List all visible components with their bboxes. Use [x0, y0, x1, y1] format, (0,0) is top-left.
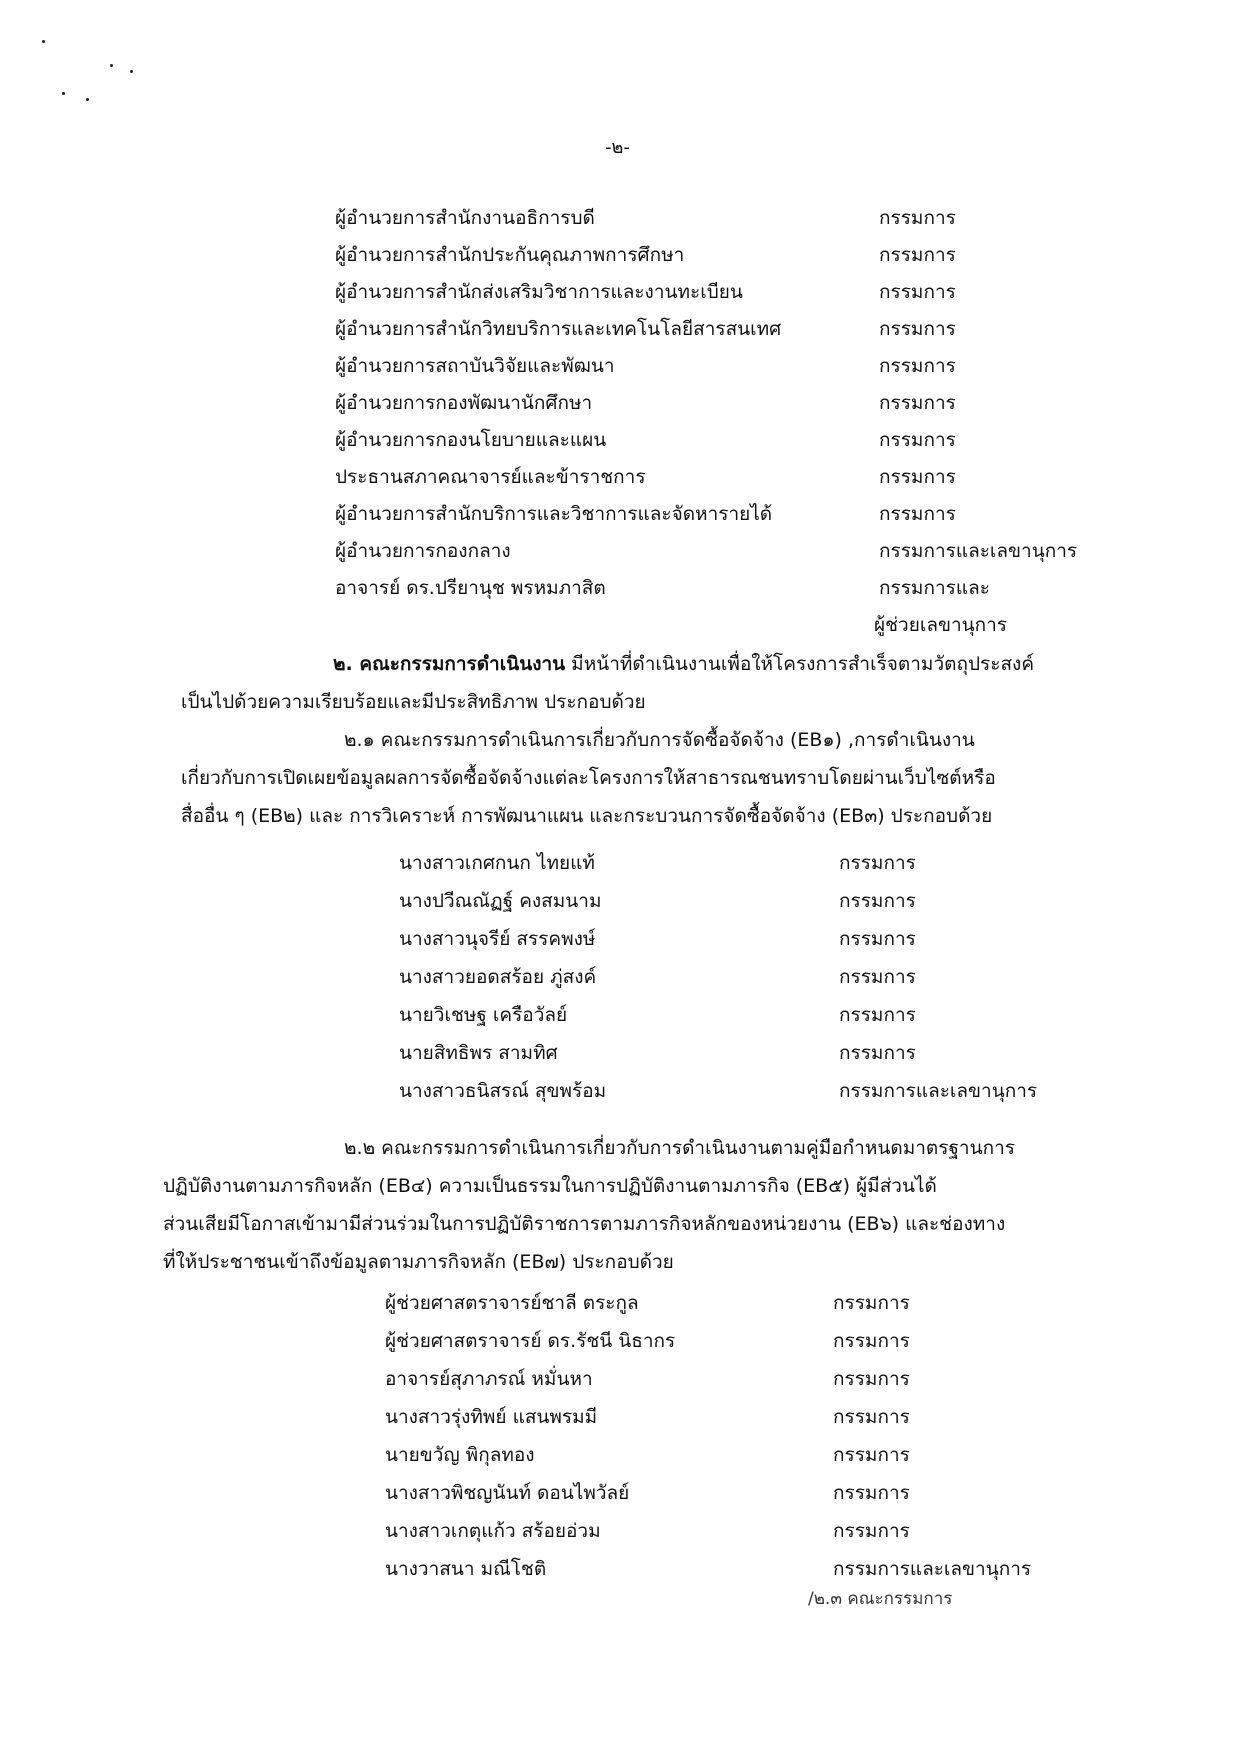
- member-name: ผู้อำนวยการสำนักประกันคุณภาพการศึกษา: [335, 244, 685, 266]
- member-name: นางสาวเกศกนก ไทยแท้: [399, 852, 595, 874]
- member-name: ผู้อำนวยการสำนักวิทยบริการและเทคโนโลยีสารสนเทศ: [335, 318, 782, 340]
- section-2-2-line: ส่วนเสียมีโอกาสเข้ามามีส่วนร่วมในการปฏิบัติราชการตามภารกิจหลักของหน่วยงาน (EB๖) และช่องทาง: [163, 1213, 1006, 1235]
- member-role: กรรมการ: [839, 1004, 916, 1026]
- member-row: [385, 1288, 1060, 1318]
- member-role: กรรมการ: [833, 1368, 910, 1390]
- continuation-note: /๒.๓ คณะกรรมการ: [808, 1589, 953, 1609]
- member-row: [335, 573, 1085, 603]
- member-row: [335, 462, 1085, 492]
- member-name: ผู้อำนวยการกองกลาง: [335, 540, 511, 562]
- section-2-1-line: สื่ออื่น ๆ (EB๒) และ การวิเคราะห์ การพัฒนาแผน และกระบวนการจัดซื้อจัดจ้าง (EB๓) ประกอบด้วย: [181, 805, 993, 827]
- section-2-description: มีหน้าที่ดำเนินงานเพื่อให้โครงการสำเร็จตามวัตถุประสงค์: [565, 653, 1035, 675]
- member-row: [399, 924, 1059, 954]
- member-row: [335, 425, 1085, 455]
- member-row: [335, 351, 1085, 381]
- scan-speck: [130, 70, 133, 73]
- member-role: กรรมการ: [879, 429, 956, 451]
- member-name: อาจารย์ ดร.ปรียานุช พรหมภาสิต: [335, 577, 606, 599]
- member-role: กรรมการและ: [879, 577, 990, 599]
- member-row: [385, 1516, 1060, 1546]
- page-number: -๒-: [605, 137, 630, 158]
- member-role: กรรมการ: [833, 1520, 910, 1542]
- member-row: [399, 848, 1059, 878]
- section-2-1-line: เกี่ยวกับการเปิดเผยข้อมูลผลการจัดซื้อจัดจ้างแต่ละโครงการให้สาธารณชนทราบโดยผ่านเว็บไซต์หรือ: [181, 767, 996, 789]
- section-2-2-line: ๒.๒ คณะกรรมการดำเนินการเกี่ยวกับการดำเนินงานตามคู่มือกำหนดมาตรฐานการ: [344, 1137, 1015, 1159]
- member-row: [385, 1326, 1060, 1356]
- member-role: กรรมการ: [879, 392, 956, 414]
- section-2-line: เป็นไปด้วยความเรียบร้อยและมีประสิทธิภาพ ประกอบด้วย: [181, 691, 646, 713]
- section-2-2-line: ที่ให้ประชาชนเข้าถึงข้อมูลตามภารกิจหลัก (EB๗) ประกอบด้วย: [163, 1251, 674, 1273]
- section-2-2-line: ปฏิบัติงานตามภารกิจหลัก (EB๔) ความเป็นธรรมในการปฏิบัติงานตามภารกิจ (EB๕) ผู้มีส่วนได้: [163, 1175, 937, 1197]
- member-role: กรรมการ: [879, 466, 956, 488]
- member-row: [385, 1402, 1060, 1432]
- member-role: กรรมการ: [833, 1292, 910, 1314]
- member-role: กรรมการ: [879, 318, 956, 340]
- member-role: กรรมการและเลขานุการ: [879, 540, 1078, 562]
- scan-speck: [62, 92, 65, 95]
- member-row: [335, 314, 1085, 344]
- member-row: [399, 886, 1059, 916]
- member-row: [385, 1440, 1060, 1470]
- section-2-1-line: ๒.๑ คณะกรรมการดำเนินการเกี่ยวกับการจัดซื้อจัดจ้าง (EB๑) ,การดำเนินงาน: [344, 729, 975, 751]
- member-name: ผู้อำนวยการสถาบันวิจัยและพัฒนา: [335, 355, 615, 377]
- scan-speck: [110, 64, 113, 67]
- member-role: กรรมการ: [833, 1444, 910, 1466]
- member-role: กรรมการ: [879, 355, 956, 377]
- member-role: กรรมการ: [839, 928, 916, 950]
- member-role-continuation: ผู้ช่วยเลขานุการ: [874, 614, 1007, 636]
- member-row: [385, 1364, 1060, 1394]
- member-row: [399, 1076, 1059, 1106]
- member-role: กรรมการ: [879, 207, 956, 229]
- member-name: นางสาวพิชญนันท์ ดอนไพวัลย์: [385, 1482, 630, 1504]
- member-role: กรรมการ: [833, 1406, 910, 1428]
- member-name: ผู้ช่วยศาสตราจารย์ ดร.รัชนี นิธากร: [385, 1330, 676, 1352]
- member-role: กรรมการ: [879, 281, 956, 303]
- member-name: นางสาวนุจรีย์ สรรคพงษ์: [399, 928, 596, 950]
- member-name: ผู้ช่วยศาสตราจารย์ชาลี ตระกูล: [385, 1292, 639, 1314]
- section-2-title: ๒. คณะกรรมการดำเนินงาน: [333, 653, 566, 675]
- member-name: ผู้อำนวยการกองนโยบายและแผน: [335, 429, 607, 451]
- member-name: นายวิเชษฐ เครือวัลย์: [399, 1004, 568, 1026]
- member-name: อาจารย์สุภาภรณ์ หมั่นหา: [385, 1368, 593, 1390]
- scan-speck: [42, 40, 45, 43]
- member-name: ประธานสภาคณาจารย์และข้าราชการ: [335, 466, 646, 488]
- member-name: นายขวัญ พิกุลทอง: [385, 1444, 535, 1466]
- member-row: [399, 962, 1059, 992]
- member-role: กรรมการ: [879, 244, 956, 266]
- member-row: [335, 277, 1085, 307]
- member-name: ผู้อำนวยการสำนักส่งเสริมวิชาการและงานทะเบียน: [335, 281, 743, 303]
- member-name: ผู้อำนวยการสำนักบริการและวิชาการและจัดหารายได้: [335, 503, 773, 525]
- member-row: [385, 1478, 1060, 1508]
- member-name: นางสาวธนิสรณ์ สุขพร้อม: [399, 1080, 607, 1102]
- member-role: กรรมการ: [839, 890, 916, 912]
- scan-speck: [86, 98, 89, 101]
- member-row: [385, 1554, 1060, 1584]
- member-name: นายสิทธิพร สามทิศ: [399, 1042, 558, 1064]
- member-row: [399, 1038, 1059, 1068]
- member-name: ผู้อำนวยการกองพัฒนานักศึกษา: [335, 392, 593, 414]
- member-row: [335, 499, 1085, 529]
- member-name: นางสาวรุ่งทิพย์ แสนพรมมี: [385, 1406, 598, 1428]
- member-name: นางสาวเกตุแก้ว สร้อยอ่วม: [385, 1520, 601, 1542]
- member-role: กรรมการ: [833, 1330, 910, 1352]
- member-name: นางปวีณณัฏฐ์ คงสมนาม: [399, 890, 602, 912]
- section-2-heading: [333, 648, 1034, 680]
- member-role: กรรมการ: [839, 1042, 916, 1064]
- member-role: กรรมการ: [839, 966, 916, 988]
- member-role: กรรมการ: [833, 1482, 910, 1504]
- member-row: [335, 240, 1085, 270]
- member-row: [335, 536, 1085, 566]
- member-row: [335, 203, 1085, 233]
- member-row: [335, 388, 1085, 418]
- member-name: นางสาวยอดสร้อย ภู่สงค์: [399, 966, 597, 988]
- member-row: [399, 1000, 1059, 1030]
- member-role: กรรมการ: [839, 852, 916, 874]
- member-role: กรรมการและเลขานุการ: [833, 1558, 1032, 1580]
- member-name: ผู้อำนวยการสำนักงานอธิการบดี: [335, 207, 595, 229]
- member-role: กรรมการและเลขานุการ: [839, 1080, 1038, 1102]
- member-name: นางวาสนา มณีโชติ: [385, 1558, 547, 1580]
- member-role: กรรมการ: [879, 503, 956, 525]
